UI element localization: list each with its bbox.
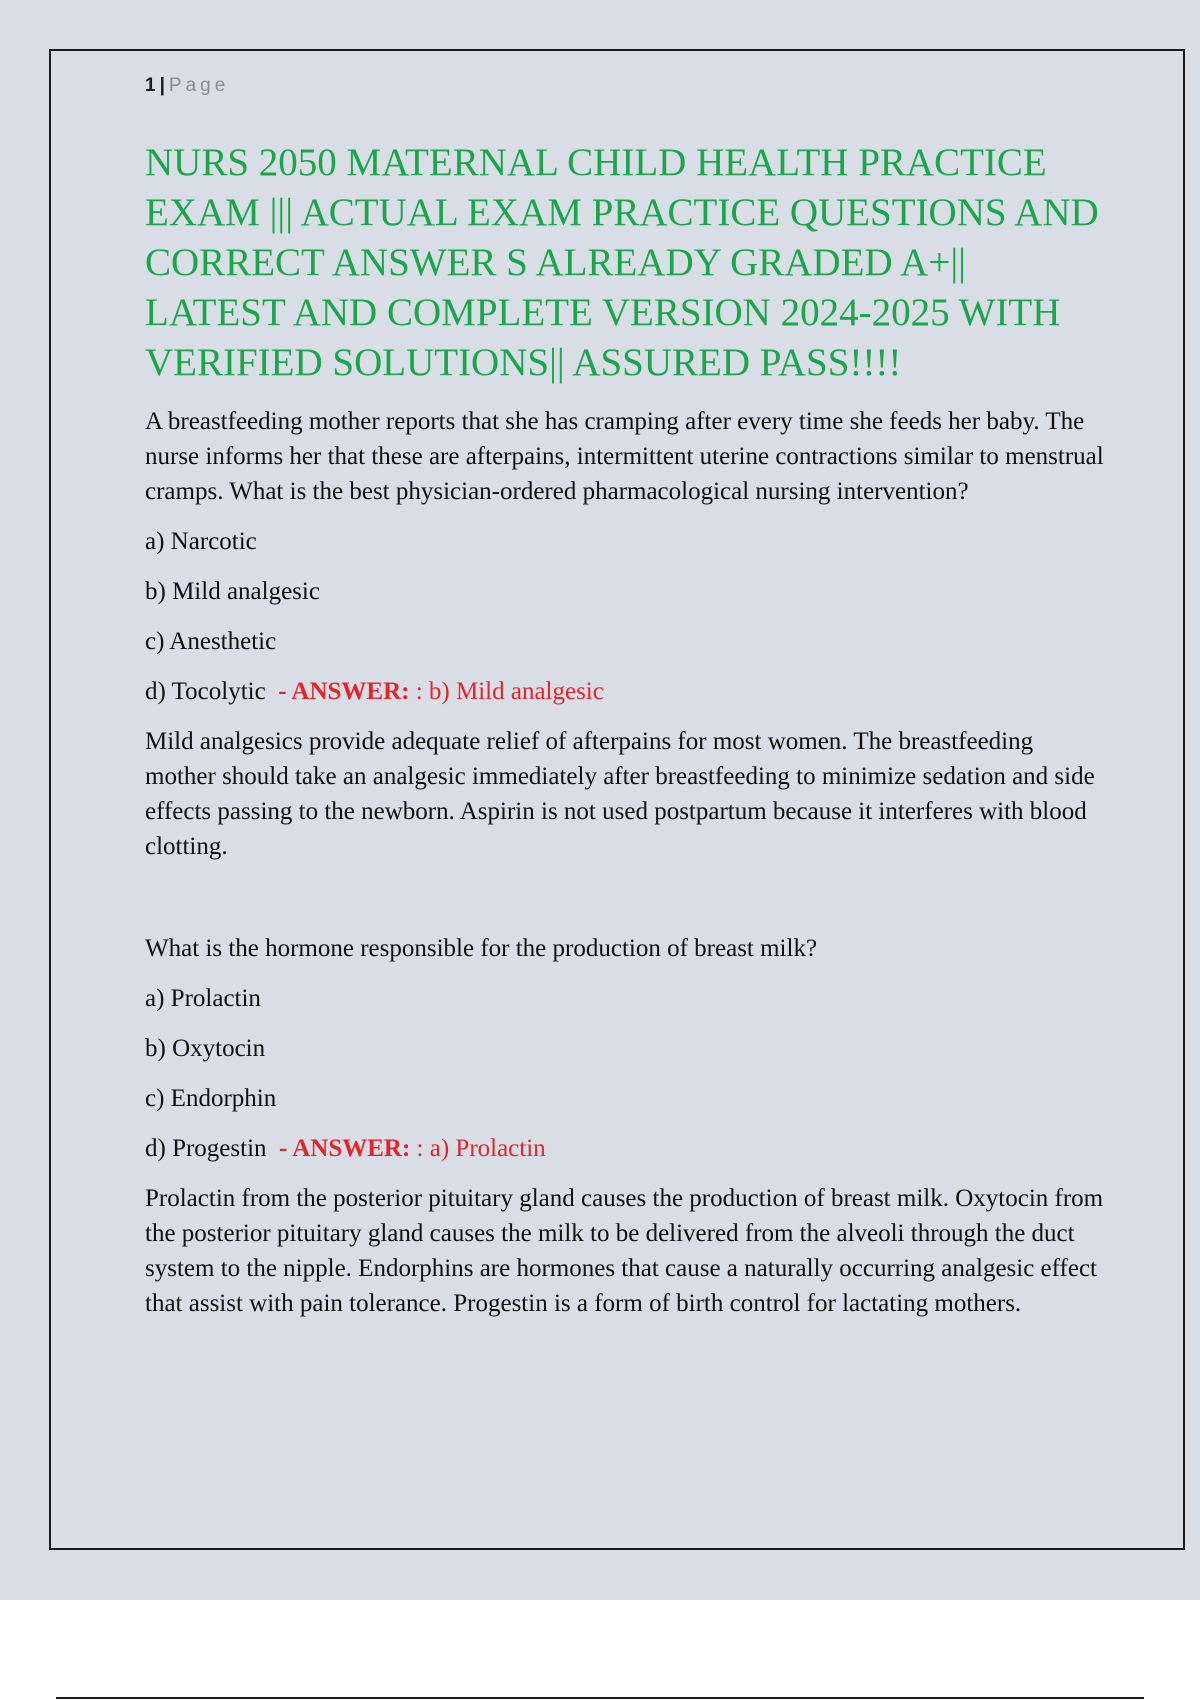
question-block [145,404,1105,864]
page-number-header [145,70,1105,102]
answer [278,678,604,705]
answer [279,1135,546,1162]
page-label: Page [168,75,230,96]
page-number-separator: | [159,75,165,96]
question-block [145,931,1105,1321]
document-title: NURS 2050 MATERNAL CHILD HEALTH PRACTICE EXAM ||| ACTUAL EXAM PRACTICE QUESTIONS AND CORRECT ANSWER S ALREADY GRADED A+|| LATEST AND COMPLETE VERSION 2024-2025 WITH VERIFIED SOLUTIONS|| ASSURED PASS!!!! [145,141,1099,384]
rationale-text: Prolactin from the posterior pituitary gland causes the production of breast milk. Oxytocin from the posterior pituitary gland causes the milk to be delivered from the alveoli through the duct system to the nipple. Endorphins are hormones that cause a naturally occurring analgesic effect that assist with pain tolerance. Progestin is a form of birth control for lactating mothers. [145,1185,1104,1317]
option-d-with-answer [145,674,1105,709]
answer-label: - ANSWER: [278,678,410,705]
document-content [145,70,1105,1321]
question-text: What is the hormone responsible for the production of breast milk? [145,935,818,962]
page-number: 1 [145,75,156,96]
answer-value: : a) Prolactin [416,1135,546,1162]
answer-label: - ANSWER: [279,1135,411,1162]
option-a: a) Prolactin [145,985,261,1012]
option-c: c) Endorphin [145,1085,277,1112]
answer-value: : b) Mild analgesic [415,678,604,705]
option-b: b) Oxytocin [145,1035,266,1062]
option-d: d) Tocolytic [145,678,266,705]
option-b: b) Mild analgesic [145,578,320,605]
question-text: A breastfeeding mother reports that she has cramping after every time she feeds her baby. The nurse informs her that these are afterpains, intermittent uterine contractions similar to menstrual cramps. What is the best physician-ordered pharmacological nursing intervention? [145,408,1104,505]
option-d-with-answer [145,1131,1105,1166]
option-a: a) Narcotic [145,528,257,555]
option-d: d) Progestin [145,1135,267,1162]
bottom-divider [56,1697,1144,1699]
rationale-text: Mild analgesics provide adequate relief of afterpains for most women. The breastfeeding mother should take an analgesic immediately after breastfeeding to minimize sedation and side effects passing to the newborn. Aspirin is not used postpartum because it interferes with blood clotting. [145,728,1095,860]
option-c: c) Anesthetic [145,628,277,655]
